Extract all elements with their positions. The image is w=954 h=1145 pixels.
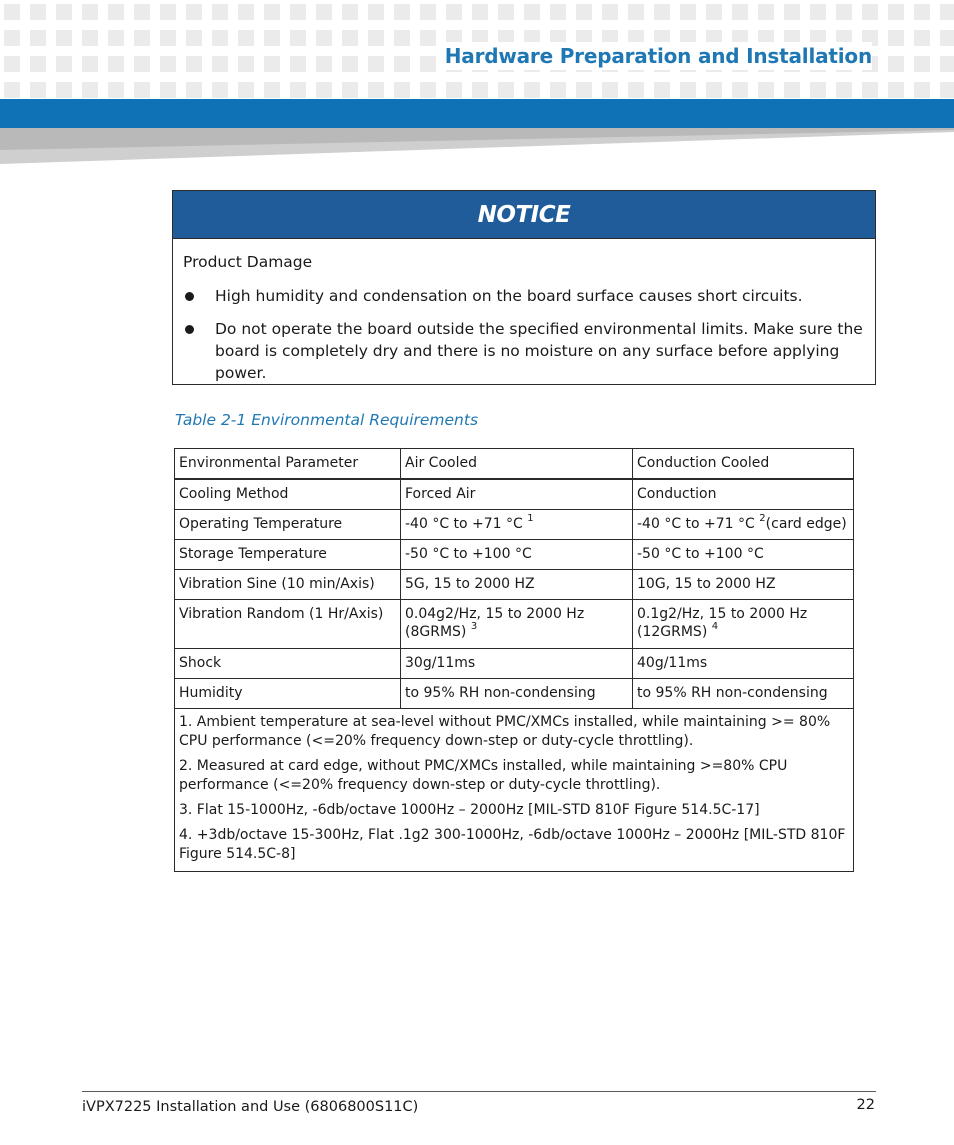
pattern-square	[186, 4, 202, 20]
pattern-square	[316, 4, 332, 20]
pattern-square	[160, 30, 176, 46]
pattern-square	[290, 4, 306, 20]
pattern-square	[82, 30, 98, 46]
pattern-square	[108, 56, 124, 72]
pattern-square	[524, 4, 540, 20]
pattern-square	[30, 30, 46, 46]
table-notes	[175, 709, 854, 872]
table-header-cell: Air Cooled	[401, 449, 633, 480]
pattern-square	[4, 56, 20, 72]
cell-value: -40 °C to +71 °C	[637, 516, 755, 532]
pattern-square	[30, 4, 46, 20]
conduction-cooled-cell: -50 °C to +100 °C	[633, 540, 854, 570]
pattern-square	[186, 30, 202, 46]
pattern-square	[56, 30, 72, 46]
pattern-square	[56, 82, 72, 98]
pattern-square	[82, 4, 98, 20]
environmental-requirements-table	[174, 448, 854, 872]
pattern-square	[706, 82, 722, 98]
cell-suffix: (card edge)	[765, 516, 847, 532]
pattern-square	[316, 30, 332, 46]
pattern-square	[160, 4, 176, 20]
pattern-square	[4, 30, 20, 46]
pattern-square	[368, 30, 384, 46]
footer-document-title: iVPX7225 Installation and Use (6806800S11C)	[82, 1099, 419, 1115]
pattern-square	[472, 4, 488, 20]
pattern-square	[186, 82, 202, 98]
pattern-square	[264, 4, 280, 20]
notice-bullet	[183, 318, 865, 384]
conduction-cooled-cell: Conduction	[633, 479, 854, 510]
conduction-cooled-cell	[633, 600, 854, 649]
air-cooled-cell: 30g/11ms	[401, 649, 633, 679]
table-row	[175, 510, 854, 540]
table-header-cell: Conduction Cooled	[633, 449, 854, 480]
notice-box	[172, 190, 876, 385]
footnote-ref: 3	[470, 621, 478, 633]
pattern-square	[576, 4, 592, 20]
conduction-cooled-cell: to 95% RH non-condensing	[633, 679, 854, 709]
notice-bullet-text: High humidity and condensation on the board surface causes short circuits.	[215, 287, 803, 305]
pattern-square	[940, 56, 954, 72]
pattern-square	[134, 82, 150, 98]
pattern-square	[576, 82, 592, 98]
pattern-square	[56, 4, 72, 20]
param-cell: Vibration Random (1 Hr/Axis)	[175, 600, 401, 649]
air-cooled-cell	[401, 510, 633, 540]
pattern-square	[654, 82, 670, 98]
pattern-square	[342, 30, 358, 46]
page-number: 22	[856, 1097, 875, 1113]
pattern-square	[264, 30, 280, 46]
pattern-square	[472, 82, 488, 98]
notice-header	[173, 191, 875, 239]
air-cooled-cell: -50 °C to +100 °C	[401, 540, 633, 570]
pattern-square	[914, 4, 930, 20]
bullet-dot-icon	[185, 325, 194, 334]
pattern-square	[550, 4, 566, 20]
air-cooled-cell: Forced Air	[401, 479, 633, 510]
pattern-square	[836, 4, 852, 20]
pattern-square	[290, 56, 306, 72]
pattern-square	[134, 4, 150, 20]
pattern-square	[160, 56, 176, 72]
table-row	[175, 649, 854, 679]
pattern-square	[108, 82, 124, 98]
pattern-square	[108, 30, 124, 46]
pattern-square	[602, 4, 618, 20]
pattern-square	[420, 30, 436, 46]
pattern-square	[342, 4, 358, 20]
notice-lead: Product Damage	[183, 253, 313, 271]
pattern-square	[238, 4, 254, 20]
pattern-square	[290, 82, 306, 98]
table-row	[175, 600, 854, 649]
pattern-square	[784, 4, 800, 20]
pattern-square	[680, 82, 696, 98]
pattern-square	[394, 30, 410, 46]
pattern-square	[680, 4, 696, 20]
param-cell: Operating Temperature	[175, 510, 401, 540]
pattern-square	[108, 4, 124, 20]
pattern-square	[888, 30, 904, 46]
pattern-square	[498, 4, 514, 20]
pattern-square	[82, 56, 98, 72]
header-band	[0, 99, 954, 128]
notice-bullet	[183, 285, 865, 307]
table-row	[175, 570, 854, 600]
pattern-square	[888, 4, 904, 20]
pattern-square	[914, 56, 930, 72]
pattern-square	[654, 4, 670, 20]
pattern-square	[368, 82, 384, 98]
pattern-square	[810, 82, 826, 98]
pattern-square	[758, 82, 774, 98]
pattern-square	[212, 30, 228, 46]
pattern-square	[758, 4, 774, 20]
pattern-square	[420, 82, 436, 98]
pattern-square	[862, 4, 878, 20]
pattern-square	[134, 56, 150, 72]
pattern-square	[862, 82, 878, 98]
pattern-square	[732, 82, 748, 98]
pattern-square	[212, 56, 228, 72]
pattern-square	[446, 4, 462, 20]
table-note: 3. Flat 15-1000Hz, -6db/octave 1000Hz – 2000Hz [MIL-STD 810F Figure 514.5C-17]	[179, 802, 760, 818]
footnote-ref: 2	[759, 513, 766, 525]
pattern-square	[524, 82, 540, 98]
pattern-square	[212, 4, 228, 20]
pattern-square	[550, 82, 566, 98]
param-cell: Vibration Sine (10 min/Axis)	[175, 570, 401, 600]
pattern-square	[342, 82, 358, 98]
pattern-square	[82, 82, 98, 98]
pattern-square	[238, 56, 254, 72]
footnote-ref: 1	[527, 513, 534, 525]
cell-value: 0.1g2/Hz, 15 to 2000 Hz (12GRMS)	[637, 606, 808, 640]
table-row	[175, 679, 854, 709]
pattern-square	[602, 82, 618, 98]
param-cell: Shock	[175, 649, 401, 679]
table-note: 2. Measured at card edge, without PMC/XMCs installed, while maintaining >=80% CPU performance (<=20% frequency down-step or duty-cycle throttling).	[179, 758, 788, 793]
pattern-square	[316, 56, 332, 72]
table-row	[175, 540, 854, 570]
pattern-square	[238, 30, 254, 46]
pattern-square	[706, 4, 722, 20]
param-cell: Cooling Method	[175, 479, 401, 510]
pattern-square	[368, 56, 384, 72]
pattern-square	[914, 30, 930, 46]
pattern-square	[888, 82, 904, 98]
section-title: Hardware Preparation and Installation	[437, 42, 872, 70]
pattern-square	[394, 82, 410, 98]
air-cooled-cell: 5G, 15 to 2000 HZ	[401, 570, 633, 600]
pattern-square	[498, 82, 514, 98]
pattern-square	[628, 4, 644, 20]
pattern-square	[342, 56, 358, 72]
pattern-square	[732, 4, 748, 20]
pattern-square	[940, 4, 954, 20]
pattern-square	[264, 82, 280, 98]
table-header-cell: Environmental Parameter	[175, 449, 401, 480]
pattern-square	[290, 30, 306, 46]
notice-bullet-text: Do not operate the board outside the specified environmental limits. Make sure the board is completely dry and there is no moisture on any surface before applying power.	[215, 320, 863, 382]
pattern-square	[940, 30, 954, 46]
pattern-square	[186, 56, 202, 72]
pattern-square	[836, 82, 852, 98]
pattern-square	[784, 82, 800, 98]
air-cooled-cell	[401, 600, 633, 649]
pattern-square	[56, 56, 72, 72]
notice-body	[173, 239, 875, 384]
conduction-cooled-cell: 10G, 15 to 2000 HZ	[633, 570, 854, 600]
pattern-square	[160, 82, 176, 98]
pattern-square	[212, 82, 228, 98]
pattern-square	[316, 82, 332, 98]
cell-value: -40 °C to +71 °C	[405, 516, 523, 532]
table-caption: Table 2-1 Environmental Requirements	[175, 411, 479, 429]
pattern-square	[264, 56, 280, 72]
notice-title: NOTICE	[477, 201, 571, 228]
conduction-cooled-cell: 40g/11ms	[633, 649, 854, 679]
pattern-square	[394, 4, 410, 20]
param-cell: Humidity	[175, 679, 401, 709]
pattern-square	[4, 82, 20, 98]
pattern-square	[394, 56, 410, 72]
pattern-square	[4, 4, 20, 20]
pattern-square	[628, 82, 644, 98]
pattern-square	[134, 30, 150, 46]
pattern-square	[810, 4, 826, 20]
param-cell: Storage Temperature	[175, 540, 401, 570]
pattern-square	[30, 82, 46, 98]
pattern-square	[446, 82, 462, 98]
header-wedge	[0, 128, 954, 164]
footnote-ref: 4	[711, 621, 719, 633]
conduction-cooled-cell	[633, 510, 854, 540]
pattern-square	[30, 56, 46, 72]
table-row	[175, 479, 854, 510]
bullet-dot-icon	[185, 292, 194, 301]
pattern-square	[914, 82, 930, 98]
cell-value: 0.04g2/Hz, 15 to 2000 Hz (8GRMS)	[405, 606, 585, 640]
table-notes-row	[175, 709, 854, 872]
pattern-square	[420, 56, 436, 72]
air-cooled-cell: to 95% RH non-condensing	[401, 679, 633, 709]
pattern-square	[238, 82, 254, 98]
pattern-square	[940, 82, 954, 98]
pattern-square	[420, 4, 436, 20]
table-note: 4. +3db/octave 15-300Hz, Flat .1g2 300-1000Hz, -6db/octave 1000Hz – 2000Hz [MIL-STD 810F Figure 514.5C-8]	[179, 827, 846, 862]
pattern-square	[888, 56, 904, 72]
table-note: 1. Ambient temperature at sea-level without PMC/XMCs installed, while maintaining >= 80% CPU performance (<=20% frequency down-step or duty-cycle throttling).	[179, 714, 831, 749]
table-header-row	[175, 449, 854, 480]
footer-rule	[82, 1091, 876, 1092]
pattern-square	[368, 4, 384, 20]
